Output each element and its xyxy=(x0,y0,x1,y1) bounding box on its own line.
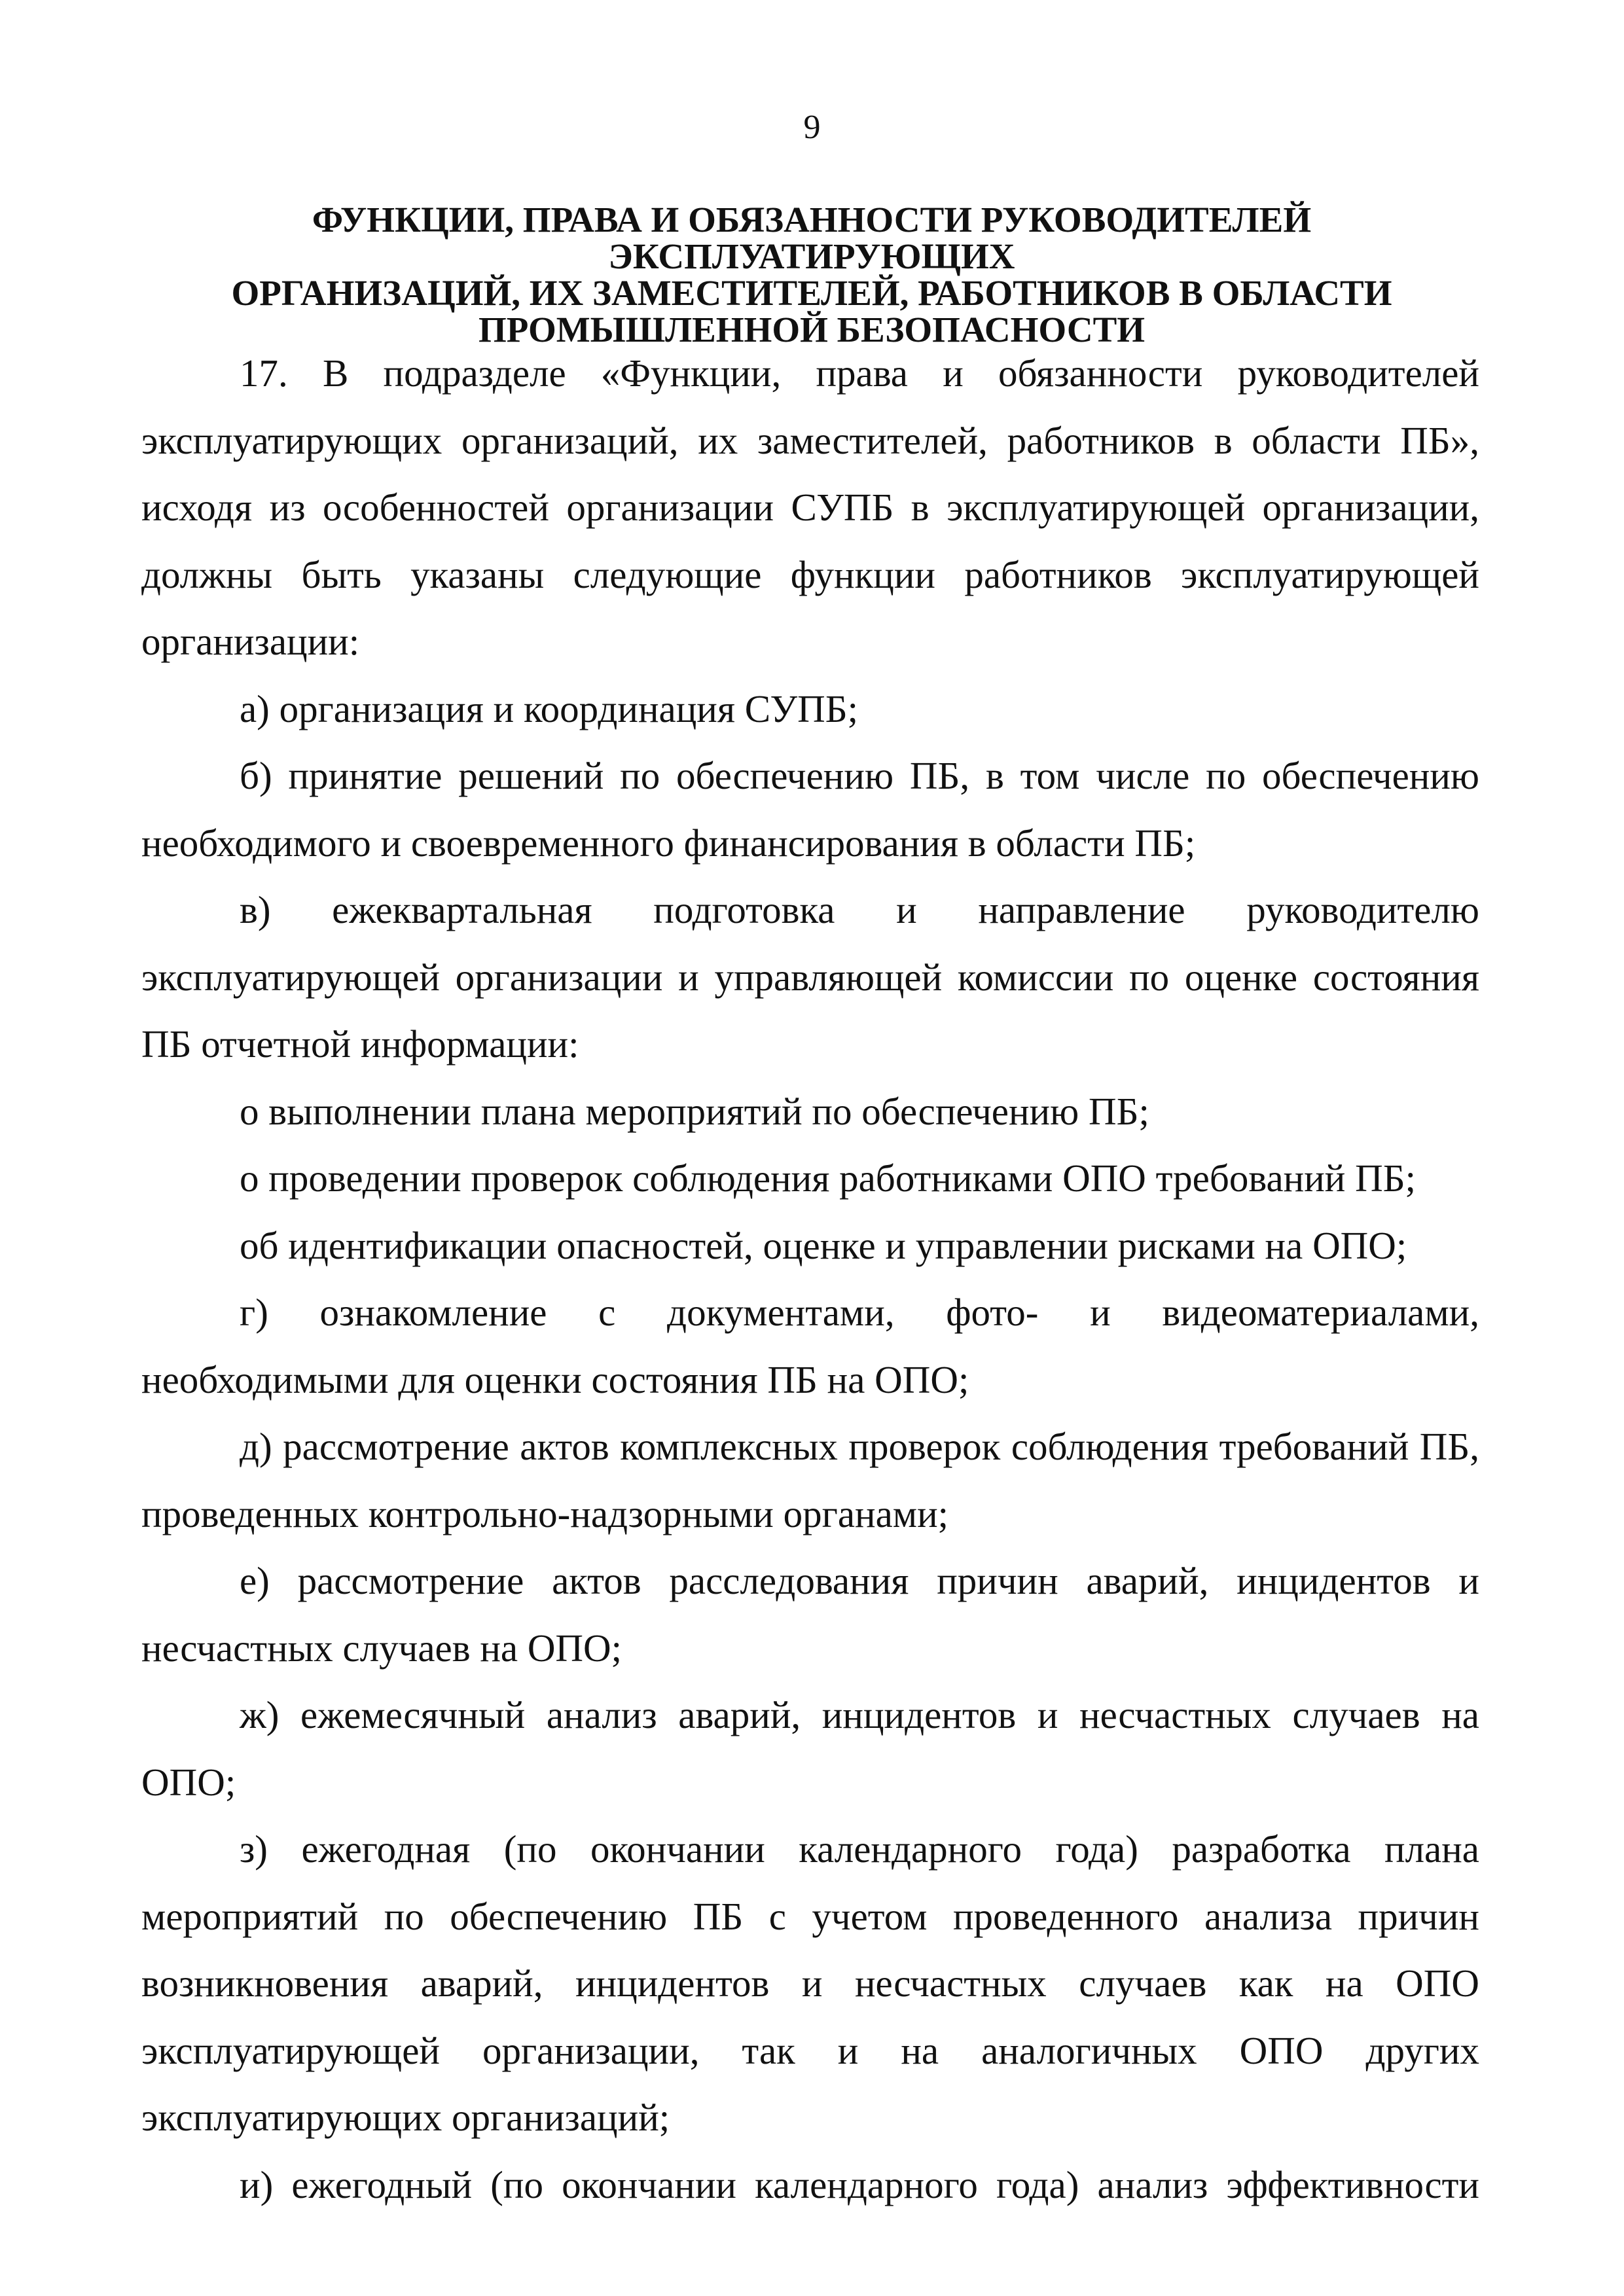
page-number: 9 xyxy=(803,109,821,146)
heading-line: ПРОМЫШЛЕННОЙ БЕЗОПАСНОСТИ xyxy=(478,310,1146,350)
item-e: е) рассмотрение актов расследования причин аварий, инцидентов и несчастных случаев на ОПО; xyxy=(141,1559,1479,1670)
paragraph-17: 17. В подразделе «Функции, права и обязанности руководителей эксплуатирующих организаций, их заместителей, работников в области ПБ», исходя из особенностей организации СУПБ в эксплуатирующей организации, должны быть указаны следующие функции работников эксплуатирующей организации: xyxy=(141,351,1479,663)
heading-line: ОРГАНИЗАЦИЙ, ИХ ЗАМЕСТИТЕЛЕЙ, РАБОТНИКОВ В ОБЛАСТИ xyxy=(231,273,1392,313)
item-g: г) ознакомление с документами, фото- и видеоматериалами, необходимыми для оценки состояния ПБ на ОПО; xyxy=(141,1291,1479,1401)
subitem-plan: о выполнении плана мероприятий по обеспечению ПБ; xyxy=(240,1089,1149,1133)
document-body xyxy=(141,340,1479,2218)
item-zh: ж) ежемесячный анализ аварий, инцидентов и несчастных случаев на ОПО; xyxy=(141,1693,1479,1804)
item-d: д) рассмотрение актов комплексных проверок соблюдения требований ПБ, проведенных контрольно-надзорными органами; xyxy=(141,1425,1479,1535)
item-a: а) организация и координация СУПБ; xyxy=(240,687,858,730)
item-i: и) ежегодный (по окончании календарного года) анализ эффективности xyxy=(240,2162,1479,2206)
item-b: б) принятие решений по обеспечению ПБ, в том числе по обеспечению необходимого и своевременного финансирования в области ПБ; xyxy=(141,754,1479,865)
heading-line: ФУНКЦИИ, ПРАВА И ОБЯЗАННОСТИ РУКОВОДИТЕЛЕЙ ЭКСПЛУАТИРУЮЩИХ xyxy=(312,200,1312,276)
subitem-risks: об идентификации опасностей, оценке и управлении рисками на ОПО; xyxy=(240,1223,1407,1267)
item-v: в) ежеквартальная подготовка и направление руководителю эксплуатирующей организации и управляющей комиссии по оценке состояния ПБ отчетной информации: xyxy=(141,888,1479,1066)
section-heading xyxy=(131,202,1492,348)
item-z: з) ежегодная (по окончании календарного года) разработка плана мероприятий по обеспечению ПБ с учетом проведенного анализа причин возникновения аварий, инцидентов и несчастных случаев как на ОПО эксплуатирующей организации, так и на аналогичных ОПО других эксплуатирующих организаций; xyxy=(141,1827,1479,2139)
subitem-inspections: о проведении проверок соблюдения работниками ОПО требований ПБ; xyxy=(240,1157,1416,1200)
